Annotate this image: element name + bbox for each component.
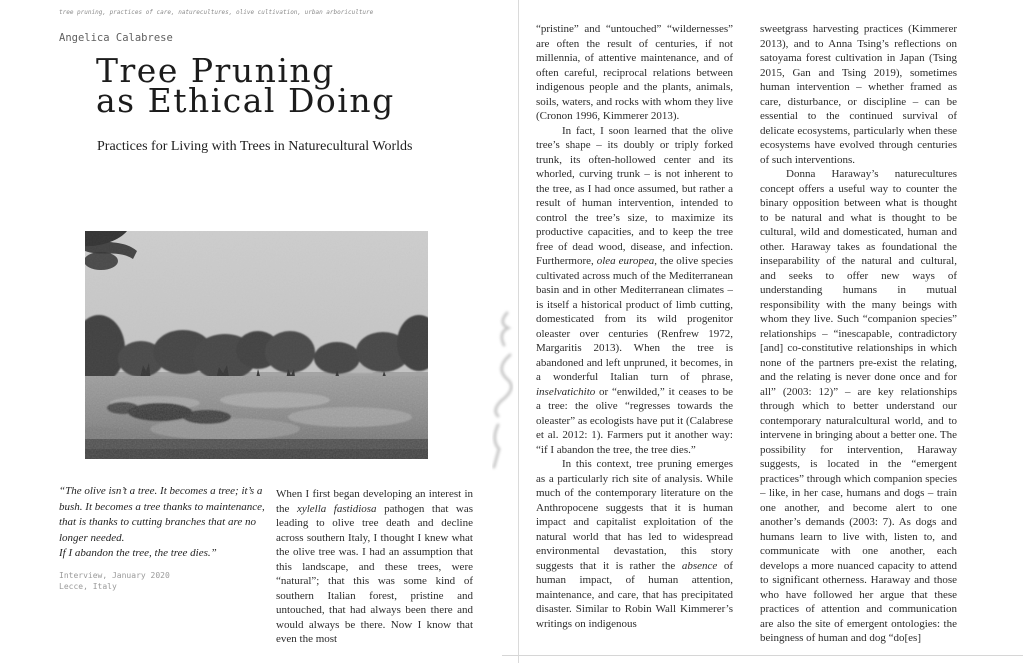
- quote-credit-line-2: Lecce, Italy: [59, 581, 117, 591]
- olive-grove-photo-art: [85, 231, 428, 459]
- paragraph: When I first began developing an interest in the xylella fastidiosa pathogen that was leading to olive tree death and decline across southern Italy, I thought I knew what the olive tree was. I had an assumption that this landscape, and these trees, were “natural”; that this was some kind of southern Italian forest, pristine and untouched, that had always been there and would always be there. Now I know that even the most: [276, 488, 473, 645]
- olive-grove-photo: [85, 231, 428, 459]
- paragraph: If I abandon the tree, the tree dies.”: [59, 547, 217, 559]
- pull-quote: [59, 484, 270, 562]
- body-column-left: [276, 487, 473, 651]
- paragraph: sweetgrass harvesting practices (Kimmerer 2013), and to Anna Tsing’s reflections on satoyama forest cultivation in Japan (Tsing 2015, Gan and Tsing 2019), sometimes human intervention – whether framed as care, disturbance, or discipline – can be essential to the continued survival of delicate ecosystems, particularly when these ecosystems have evolved through centuries of such interventions.: [760, 23, 957, 166]
- article-subtitle: Practices for Living with Trees in Naturecultural Worlds: [97, 139, 413, 154]
- body-column-right: [760, 22, 957, 656]
- quote-credit: [59, 571, 170, 592]
- paragraph: In fact, I soon learned that the olive tree’s shape – its doubly or triply forked trunk, its often-hollowed center and its whorled, curving trunk – is not inherent to the tree, as I had once assumed, but rather a result of human intervention, intended to control the tree’s size, to maximize its productive capacities, and to keep the tree free of dead wood, disease, and infection. Furthermore, olea europea, the olive species cultivated across much of the Mediterranean basin and in other Mediterranean climates – is itself a historical product of limb cutting, domesticated from its wild progenitor oleaster over centuries (Renfrew 1972, Margaritis 2013). When the tree is abandoned and left unpruned, it becomes, in a wonderful Italian turn of phrase, inselvatichito or “enwilded,” it ceases to be a tree: the olive “regresses towards the oleaster” as ecologists have put it (Calabrese et al. 2012: 1). Farmers put it another way: “if I abandon the tree, the tree dies.”: [536, 124, 733, 456]
- title-line-1: Tree Pruning: [96, 51, 335, 90]
- paragraph: Donna Haraway’s naturecultures concept offers a useful way to counter the binary opposition between what is thought to be natural and what is thought to be cultural, wild and domesticated, human and other. Haraway takes as foundational the inseparability of the natural and cultural, and seeks to offer new ways of understanding humans in mutual responsibility with the many beings with whom they live. Such “companion species” relationships – “inescapable, contradictory [and] co-constitutive relationships in which none of the partners pre-exist the relating, and the relating is never done once and for all” (2003: 12)” – are key relationships through which to better understand our contemporary naturalcultural world, and to intervene in bringing about a better one. The possibility for intervention, Haraway suggests, is located in the “emergent practices” through which companion species – like, in her case, humans and dogs – train one another, and become alert to one another’s demands (2003: 7). As dogs and humans learn to live with, listen to, and communicate with one another, each develops a more nuanced capacity to attend to significant otherness. Haraway and those who have followed her argue that these practices of attention and communication are also the site of emergent ontologies: the beingness of human and dog “do[es]: [760, 168, 957, 644]
- body-column-middle: [536, 22, 733, 656]
- author-name: Angelica Calabrese: [59, 32, 173, 44]
- keyword-tags: tree pruning, practices of care, naturecultures, olive cultivation, urban arboriculture: [59, 9, 374, 16]
- title-line-2: as Ethical Doing: [96, 81, 395, 120]
- ink-smudge: [483, 305, 523, 475]
- paragraph: In this context, tree pruning emerges as a particularly rich site of analysis. While much of the contemporary literature on the Anthropocene suggests that it is human impact and capitalist exploitation of the natural world that has led to widespread environmental devastation, this story suggests that it is rather the absence of human impact, of human attention, maintenance, and care, that has precipitated disaster. Similar to Robin Wall Kimmerer’s writings on indigenous: [536, 458, 733, 630]
- quote-credit-line-1: Interview, January 2020: [59, 571, 170, 580]
- paragraph: “pristine” and “untouched” “wildernesses” are often the result of centuries, if not millennia, of attentive maintenance, and of often careful, reciprocal relations between indigenous people and the plants, animals, soils, waters, and rocks with whom they live (Cronon 1996, Kimmerer 2013).: [536, 23, 733, 122]
- article-title: [96, 51, 395, 120]
- paragraph: “The olive isn’t a tree. It becomes a tree; it’s a bush. It becomes a tree thanks to maintenance, that is thanks to cutting branches that are no longer needed.: [59, 485, 265, 544]
